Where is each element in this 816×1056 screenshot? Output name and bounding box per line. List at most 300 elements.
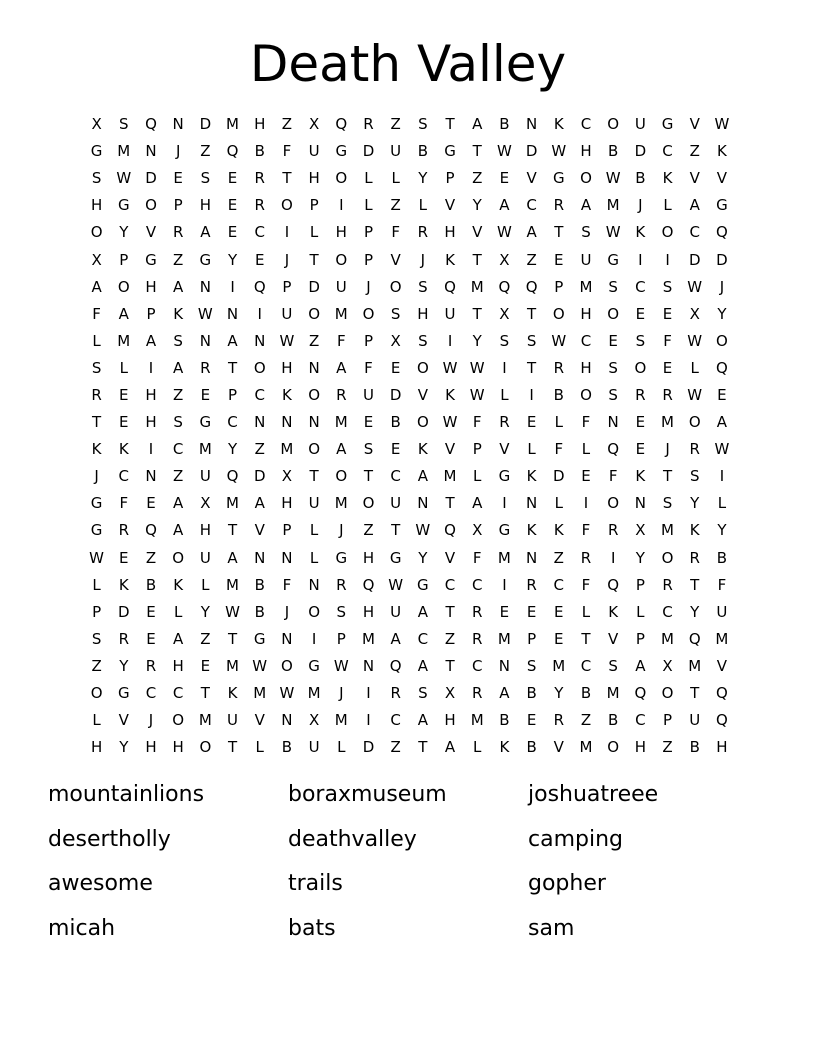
grid-letter[interactable]: Y: [119, 656, 129, 675]
grid-letter[interactable]: A: [417, 602, 428, 621]
grid-letter[interactable]: W: [469, 358, 485, 377]
grid-letter[interactable]: C: [580, 331, 592, 350]
grid-letter[interactable]: M: [661, 629, 674, 648]
grid-letter[interactable]: I: [529, 385, 534, 404]
grid-letter[interactable]: K: [608, 602, 619, 621]
grid-letter[interactable]: T: [200, 684, 210, 703]
grid-letter[interactable]: E: [662, 304, 673, 323]
grid-letter[interactable]: Z: [173, 385, 184, 404]
grid-letter[interactable]: E: [200, 385, 211, 404]
grid-letter[interactable]: M: [334, 711, 348, 730]
grid-letter[interactable]: O: [117, 277, 130, 296]
grid-letter[interactable]: X: [91, 250, 102, 269]
grid-letter[interactable]: E: [608, 331, 618, 350]
grid-letter[interactable]: J: [284, 250, 290, 269]
grid-letter[interactable]: C: [118, 467, 130, 486]
grid-letter[interactable]: O: [634, 358, 647, 377]
grid-letter[interactable]: O: [580, 385, 592, 404]
grid-letter[interactable]: O: [308, 440, 320, 459]
grid-letter[interactable]: G: [389, 548, 402, 567]
grid-letter[interactable]: E: [635, 413, 646, 432]
grid-letter[interactable]: M: [334, 413, 348, 432]
grid-letter[interactable]: H: [199, 521, 211, 540]
grid-letter[interactable]: J: [366, 277, 371, 296]
grid-letter[interactable]: K: [445, 250, 455, 269]
grid-letter[interactable]: F: [472, 413, 482, 432]
grid-letter[interactable]: A: [499, 196, 510, 215]
grid-letter[interactable]: A: [526, 223, 537, 242]
grid-letter[interactable]: E: [146, 494, 156, 513]
grid-letter[interactable]: C: [471, 656, 483, 675]
grid-letter[interactable]: O: [607, 115, 620, 134]
grid-letter[interactable]: J: [339, 684, 344, 703]
grid-letter[interactable]: H: [716, 738, 728, 757]
grid-letter[interactable]: T: [227, 738, 238, 757]
grid-letter[interactable]: M: [253, 684, 267, 703]
grid-letter[interactable]: L: [391, 169, 400, 188]
grid-letter[interactable]: T: [418, 738, 428, 757]
grid-letter[interactable]: L: [255, 738, 264, 757]
grid-letter[interactable]: Y: [418, 169, 428, 188]
grid-letter[interactable]: R: [580, 548, 592, 567]
grid-letter[interactable]: P: [445, 169, 455, 188]
grid-letter[interactable]: O: [172, 548, 185, 567]
grid-letter[interactable]: U: [308, 738, 320, 757]
grid-letter[interactable]: W: [89, 548, 105, 567]
grid-letter[interactable]: M: [443, 467, 457, 486]
grid-letter[interactable]: N: [281, 629, 293, 648]
grid-letter[interactable]: P: [92, 602, 102, 621]
grid-letter[interactable]: B: [499, 115, 510, 134]
grid-letter[interactable]: N: [254, 548, 266, 567]
grid-letter[interactable]: I: [339, 196, 344, 215]
grid-letter[interactable]: F: [92, 304, 101, 323]
grid-letter[interactable]: A: [173, 494, 184, 513]
grid-letter[interactable]: N: [281, 413, 293, 432]
grid-letter[interactable]: V: [444, 440, 456, 459]
grid-letter[interactable]: F: [364, 358, 373, 377]
grid-letter[interactable]: E: [581, 467, 591, 486]
grid-letter[interactable]: K: [553, 115, 564, 134]
grid-letter[interactable]: Q: [498, 277, 511, 296]
grid-letter[interactable]: N: [199, 331, 211, 350]
grid-letter[interactable]: A: [444, 738, 456, 757]
grid-letter[interactable]: O: [607, 494, 620, 513]
grid-letter[interactable]: T: [92, 413, 102, 432]
grid-letter[interactable]: B: [553, 385, 564, 404]
grid-letter[interactable]: D: [553, 467, 565, 486]
grid-letter[interactable]: E: [119, 385, 129, 404]
grid-letter[interactable]: P: [173, 196, 183, 215]
grid-letter[interactable]: R: [472, 629, 483, 648]
grid-letter[interactable]: S: [418, 684, 428, 703]
grid-letter[interactable]: F: [119, 494, 129, 513]
grid-letter[interactable]: C: [172, 684, 184, 703]
grid-letter[interactable]: S: [119, 115, 129, 134]
grid-letter[interactable]: Q: [607, 440, 620, 459]
grid-letter[interactable]: G: [552, 169, 565, 188]
grid-letter[interactable]: F: [391, 223, 400, 242]
grid-letter[interactable]: M: [579, 277, 593, 296]
grid-letter[interactable]: M: [307, 684, 321, 703]
grid-letter[interactable]: R: [200, 358, 211, 377]
grid-letter[interactable]: T: [227, 521, 238, 540]
grid-letter[interactable]: M: [606, 684, 620, 703]
grid-letter[interactable]: Q: [226, 142, 239, 161]
grid-letter[interactable]: W: [714, 440, 730, 459]
grid-letter[interactable]: M: [334, 494, 348, 513]
grid-letter[interactable]: M: [226, 494, 239, 513]
grid-letter[interactable]: Z: [580, 711, 592, 730]
grid-letter[interactable]: O: [90, 223, 103, 242]
grid-letter[interactable]: I: [311, 629, 317, 648]
grid-letter[interactable]: M: [470, 277, 484, 296]
grid-letter[interactable]: M: [661, 521, 674, 540]
grid-letter[interactable]: D: [362, 738, 375, 757]
grid-letter[interactable]: O: [281, 196, 293, 215]
grid-letter[interactable]: T: [472, 304, 482, 323]
grid-letter[interactable]: P: [554, 277, 564, 296]
grid-letter[interactable]: T: [472, 142, 482, 161]
grid-letter[interactable]: R: [417, 223, 429, 242]
grid-letter[interactable]: H: [580, 358, 592, 377]
grid-letter[interactable]: T: [472, 250, 482, 269]
grid-letter[interactable]: V: [444, 196, 456, 215]
grid-letter[interactable]: M: [552, 656, 566, 675]
grid-letter[interactable]: A: [689, 196, 700, 215]
grid-letter[interactable]: U: [199, 467, 211, 486]
grid-letter[interactable]: D: [525, 142, 538, 161]
grid-letter[interactable]: O: [389, 277, 402, 296]
grid-letter[interactable]: R: [472, 602, 483, 621]
grid-letter[interactable]: M: [579, 738, 593, 757]
grid-letter[interactable]: Q: [688, 629, 701, 648]
grid-letter[interactable]: W: [551, 331, 567, 350]
grid-letter[interactable]: O: [335, 169, 348, 188]
grid-letter[interactable]: R: [635, 385, 646, 404]
grid-letter[interactable]: K: [716, 142, 727, 161]
grid-letter[interactable]: V: [553, 738, 564, 757]
grid-letter[interactable]: A: [227, 548, 238, 567]
grid-letter[interactable]: W: [116, 169, 132, 188]
grid-letter[interactable]: N: [199, 277, 211, 296]
grid-letter[interactable]: G: [498, 521, 511, 540]
grid-letter[interactable]: A: [580, 196, 592, 215]
grid-letter[interactable]: O: [281, 656, 293, 675]
grid-letter[interactable]: L: [364, 196, 373, 215]
grid-letter[interactable]: Z: [390, 738, 401, 757]
grid-letter[interactable]: L: [554, 494, 563, 513]
grid-letter[interactable]: I: [148, 358, 154, 377]
grid-letter[interactable]: G: [417, 575, 429, 594]
grid-letter[interactable]: G: [90, 494, 103, 513]
grid-letter[interactable]: B: [281, 738, 293, 757]
grid-letter[interactable]: O: [661, 684, 674, 703]
grid-letter[interactable]: B: [417, 142, 428, 161]
grid-letter[interactable]: V: [689, 169, 700, 188]
grid-letter[interactable]: W: [225, 602, 240, 621]
grid-letter[interactable]: I: [502, 575, 507, 594]
grid-letter[interactable]: A: [390, 629, 401, 648]
grid-letter[interactable]: Z: [91, 656, 102, 675]
grid-letter[interactable]: X: [308, 115, 320, 134]
grid-letter[interactable]: I: [583, 494, 589, 513]
grid-letter[interactable]: N: [525, 115, 538, 134]
grid-letter[interactable]: H: [417, 304, 429, 323]
grid-letter[interactable]: W: [687, 331, 703, 350]
grid-letter[interactable]: V: [254, 711, 265, 730]
grid-letter[interactable]: Y: [635, 548, 645, 567]
grid-letter[interactable]: R: [662, 575, 673, 594]
grid-letter[interactable]: G: [607, 250, 619, 269]
grid-letter[interactable]: S: [363, 440, 374, 459]
grid-letter[interactable]: U: [390, 142, 402, 161]
grid-letter[interactable]: L: [309, 548, 319, 567]
grid-letter[interactable]: S: [336, 602, 347, 621]
grid-letter[interactable]: O: [308, 602, 320, 621]
grid-letter[interactable]: K: [499, 738, 510, 757]
grid-letter[interactable]: R: [336, 385, 347, 404]
grid-letter[interactable]: S: [418, 277, 428, 296]
grid-letter[interactable]: G: [335, 142, 348, 161]
grid-letter[interactable]: V: [689, 115, 700, 134]
grid-letter[interactable]: L: [173, 602, 183, 621]
grid-letter[interactable]: U: [390, 494, 402, 513]
grid-letter[interactable]: G: [253, 629, 266, 648]
grid-letter[interactable]: P: [472, 440, 482, 459]
grid-letter[interactable]: A: [227, 331, 238, 350]
grid-letter[interactable]: Y: [472, 196, 482, 215]
grid-letter[interactable]: P: [119, 250, 129, 269]
grid-letter[interactable]: V: [118, 711, 129, 730]
grid-letter[interactable]: Z: [363, 521, 374, 540]
grid-letter[interactable]: Z: [281, 115, 293, 134]
grid-letter[interactable]: T: [690, 684, 700, 703]
grid-letter[interactable]: I: [447, 331, 453, 350]
grid-letter[interactable]: Y: [418, 548, 428, 567]
grid-letter[interactable]: N: [226, 304, 239, 323]
grid-letter[interactable]: A: [173, 277, 184, 296]
grid-letter[interactable]: W: [714, 115, 730, 134]
grid-letter[interactable]: S: [526, 656, 537, 675]
grid-letter[interactable]: T: [391, 521, 401, 540]
grid-letter[interactable]: N: [308, 358, 320, 377]
grid-letter[interactable]: Z: [200, 142, 211, 161]
grid-letter[interactable]: R: [336, 575, 347, 594]
grid-letter[interactable]: P: [635, 575, 645, 594]
grid-letter[interactable]: O: [416, 358, 429, 377]
grid-letter[interactable]: E: [635, 440, 646, 459]
grid-letter[interactable]: L: [309, 223, 319, 242]
grid-letter[interactable]: C: [580, 656, 592, 675]
grid-letter[interactable]: V: [390, 250, 401, 269]
grid-letter[interactable]: L: [92, 575, 101, 594]
grid-letter[interactable]: G: [117, 196, 130, 215]
grid-letter[interactable]: O: [607, 738, 620, 757]
grid-letter[interactable]: Z: [173, 250, 184, 269]
grid-letter[interactable]: B: [254, 142, 265, 161]
grid-letter[interactable]: P: [282, 277, 292, 296]
grid-letter[interactable]: B: [254, 575, 265, 594]
grid-letter[interactable]: K: [526, 521, 537, 540]
grid-letter[interactable]: R: [118, 629, 129, 648]
grid-letter[interactable]: R: [662, 385, 673, 404]
grid-letter[interactable]: S: [608, 385, 618, 404]
grid-letter[interactable]: G: [444, 142, 456, 161]
grid-letter[interactable]: B: [580, 684, 592, 703]
grid-letter[interactable]: Q: [444, 277, 456, 296]
grid-letter[interactable]: X: [472, 521, 483, 540]
grid-letter[interactable]: R: [526, 575, 537, 594]
grid-letter[interactable]: P: [635, 629, 645, 648]
grid-letter[interactable]: X: [499, 304, 510, 323]
grid-letter[interactable]: T: [527, 304, 537, 323]
grid-letter[interactable]: L: [92, 331, 101, 350]
grid-letter[interactable]: T: [445, 602, 455, 621]
grid-letter[interactable]: H: [634, 738, 646, 757]
grid-letter[interactable]: A: [91, 277, 102, 296]
grid-letter[interactable]: C: [444, 575, 456, 594]
grid-letter[interactable]: U: [390, 602, 402, 621]
grid-letter[interactable]: I: [366, 711, 371, 730]
grid-letter[interactable]: U: [362, 385, 374, 404]
grid-letter[interactable]: X: [200, 494, 211, 513]
grid-letter[interactable]: G: [661, 115, 674, 134]
grid-letter[interactable]: C: [254, 223, 265, 242]
grid-letter[interactable]: S: [581, 223, 591, 242]
grid-letter[interactable]: O: [362, 304, 375, 323]
grid-letter[interactable]: M: [497, 548, 511, 567]
grid-letter[interactable]: V: [417, 385, 428, 404]
grid-letter[interactable]: H: [90, 738, 103, 757]
grid-letter[interactable]: K: [635, 223, 646, 242]
grid-letter[interactable]: Y: [227, 250, 238, 269]
grid-letter[interactable]: S: [91, 358, 102, 377]
grid-letter[interactable]: M: [715, 629, 729, 648]
grid-letter[interactable]: P: [282, 521, 292, 540]
grid-letter[interactable]: H: [281, 358, 293, 377]
grid-letter[interactable]: Y: [119, 738, 129, 757]
grid-letter[interactable]: D: [389, 385, 402, 404]
grid-letter[interactable]: O: [552, 304, 565, 323]
grid-letter[interactable]: E: [227, 169, 238, 188]
grid-letter[interactable]: E: [554, 602, 564, 621]
grid-letter[interactable]: T: [445, 115, 455, 134]
grid-letter[interactable]: E: [254, 250, 265, 269]
grid-letter[interactable]: E: [227, 196, 238, 215]
grid-letter[interactable]: V: [472, 223, 483, 242]
grid-letter[interactable]: E: [146, 629, 156, 648]
grid-letter[interactable]: O: [688, 413, 701, 432]
grid-letter[interactable]: I: [230, 277, 235, 296]
grid-letter[interactable]: R: [254, 169, 265, 188]
grid-letter[interactable]: Y: [717, 304, 727, 323]
grid-letter[interactable]: Q: [716, 223, 728, 242]
grid-letter[interactable]: V: [608, 629, 619, 648]
grid-letter[interactable]: U: [335, 277, 347, 296]
grid-letter[interactable]: G: [145, 250, 157, 269]
grid-letter[interactable]: G: [90, 521, 103, 540]
grid-letter[interactable]: X: [281, 467, 293, 486]
grid-letter[interactable]: E: [526, 413, 537, 432]
grid-letter[interactable]: O: [362, 494, 375, 513]
grid-letter[interactable]: C: [662, 142, 673, 161]
grid-letter[interactable]: Z: [662, 738, 673, 757]
grid-letter[interactable]: I: [502, 358, 507, 377]
grid-letter[interactable]: A: [254, 494, 265, 513]
grid-letter[interactable]: C: [635, 711, 646, 730]
grid-letter[interactable]: O: [172, 711, 185, 730]
grid-letter[interactable]: F: [581, 575, 591, 594]
grid-letter[interactable]: Z: [173, 467, 184, 486]
grid-letter[interactable]: D: [716, 250, 728, 269]
grid-letter[interactable]: S: [662, 494, 673, 513]
grid-letter[interactable]: B: [689, 738, 700, 757]
grid-letter[interactable]: M: [334, 304, 348, 323]
grid-letter[interactable]: P: [363, 223, 373, 242]
grid-letter[interactable]: Q: [716, 711, 728, 730]
grid-letter[interactable]: R: [118, 521, 129, 540]
grid-letter[interactable]: B: [254, 602, 265, 621]
grid-letter[interactable]: P: [336, 629, 346, 648]
grid-letter[interactable]: Q: [145, 115, 157, 134]
grid-letter[interactable]: N: [525, 548, 538, 567]
grid-letter[interactable]: A: [336, 358, 347, 377]
grid-letter[interactable]: O: [335, 467, 348, 486]
grid-letter[interactable]: H: [199, 196, 211, 215]
grid-letter[interactable]: H: [254, 115, 266, 134]
grid-letter[interactable]: T: [282, 169, 292, 188]
grid-letter[interactable]: O: [661, 223, 674, 242]
grid-letter[interactable]: I: [284, 223, 290, 242]
grid-letter[interactable]: P: [146, 304, 156, 323]
grid-letter[interactable]: O: [253, 358, 266, 377]
grid-letter[interactable]: Y: [717, 521, 727, 540]
grid-letter[interactable]: G: [498, 467, 511, 486]
grid-letter[interactable]: C: [227, 413, 238, 432]
grid-letter[interactable]: C: [689, 223, 700, 242]
grid-letter[interactable]: E: [200, 656, 211, 675]
grid-letter[interactable]: Y: [200, 602, 210, 621]
grid-letter[interactable]: D: [253, 467, 266, 486]
grid-letter[interactable]: K: [662, 169, 673, 188]
grid-letter[interactable]: Z: [145, 548, 157, 567]
grid-letter[interactable]: A: [173, 629, 184, 648]
grid-letter[interactable]: B: [145, 575, 157, 594]
grid-letter[interactable]: T: [445, 656, 455, 675]
grid-letter[interactable]: Q: [253, 277, 266, 296]
grid-letter[interactable]: S: [608, 277, 618, 296]
grid-letter[interactable]: K: [118, 440, 129, 459]
grid-letter[interactable]: T: [227, 629, 238, 648]
grid-letter[interactable]: H: [145, 385, 157, 404]
grid-letter[interactable]: R: [390, 684, 401, 703]
grid-letter[interactable]: B: [608, 711, 619, 730]
grid-letter[interactable]: T: [690, 575, 700, 594]
grid-letter[interactable]: Y: [690, 602, 700, 621]
grid-letter[interactable]: I: [719, 467, 725, 486]
grid-letter[interactable]: E: [499, 602, 510, 621]
grid-letter[interactable]: F: [554, 440, 564, 459]
grid-letter[interactable]: S: [418, 115, 428, 134]
grid-letter[interactable]: J: [148, 711, 154, 730]
grid-letter[interactable]: P: [309, 196, 319, 215]
grid-letter[interactable]: R: [172, 223, 184, 242]
grid-letter[interactable]: T: [227, 358, 238, 377]
grid-letter[interactable]: Z: [526, 250, 537, 269]
grid-letter[interactable]: E: [499, 169, 510, 188]
grid-letter[interactable]: W: [279, 684, 295, 703]
